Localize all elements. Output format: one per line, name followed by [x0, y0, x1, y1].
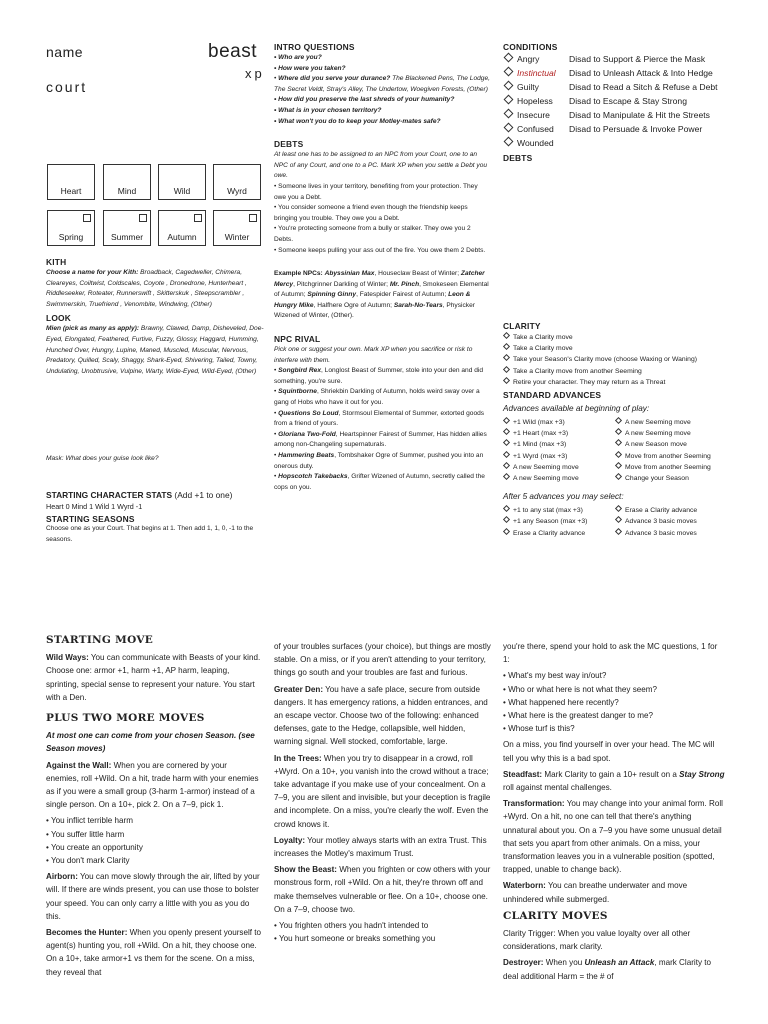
advance-item[interactable] [503, 451, 615, 462]
clarity-checkbox[interactable] [503, 354, 510, 361]
advance-item[interactable] [503, 428, 615, 439]
condition-effect: Disad to Escape & Stay Strong [569, 96, 687, 106]
clarity-item[interactable] [503, 366, 753, 377]
advance-item[interactable] [503, 528, 615, 539]
starting-stats-values: Heart 0 Mind 1 Wild 1 Wyrd -1 [46, 502, 143, 511]
npc-name: Spinning Ginny [307, 291, 357, 299]
debt-item: You consider someone a friend even though the friendship keeps bringing you trouble. They owe you a Debt. [274, 204, 468, 222]
stat-label: Wild [173, 186, 191, 196]
season-box-autumn[interactable] [158, 210, 206, 246]
condition-row[interactable] [503, 68, 753, 82]
rival-name: Questions So Loud [278, 409, 339, 417]
npc-name: Abyssinian Max [324, 270, 375, 278]
move-name: Destroyer: [503, 958, 544, 968]
move-name: Wild Ways: [46, 653, 89, 663]
debts-intro: At least one has to be assigned to an NPC from your Court, one to an NPC of any Court, and one to a PC. Mark XP when you settle a Debt you owe. [274, 151, 488, 180]
advance-text: Advance 3 basic moves [625, 529, 697, 537]
advance-checkbox[interactable] [503, 462, 510, 469]
stat-label: Heart [60, 186, 82, 196]
advance-item[interactable] [503, 505, 615, 516]
season-checkbox[interactable] [139, 214, 147, 222]
advance-item[interactable] [615, 428, 753, 439]
move-name: Steadfast: [503, 769, 543, 779]
move-name: Show the Beast: [274, 865, 337, 875]
move-name: Against the Wall: [46, 760, 112, 770]
condition-name: Insecure [517, 110, 550, 120]
advance-checkbox[interactable] [615, 462, 622, 469]
advance-text: +1 Mind (max +3) [513, 441, 567, 449]
move-option: • You inflict terrible harm [46, 814, 262, 827]
move-option: • What here is the greatest danger to me? [503, 709, 725, 722]
intro-question: What won't you do to keep your Motley-mates safe? [278, 117, 441, 125]
condition-row[interactable] [503, 96, 753, 110]
advance-text: +1 Wyrd (max +3) [513, 452, 568, 460]
move-text: , mark Clarity to deal additional Harm = the # of [503, 958, 711, 981]
condition-effect: Disad to Support & Pierce the Mask [569, 54, 706, 64]
advance-text: Advance 3 basic moves [625, 518, 697, 526]
starting-stats-note: (Add +1 to one) [174, 490, 233, 500]
advance-checkbox[interactable] [615, 451, 622, 458]
stat-box-wyrd[interactable] [213, 164, 261, 200]
move-name: In the Trees: [274, 753, 322, 763]
advance-checkbox[interactable] [503, 451, 510, 458]
condition-name: Guilty [517, 82, 539, 92]
clarity-text: Retire your character. They may return as a Threat [513, 378, 666, 386]
condition-effect: Disad to Read a Sitch & Refuse a Debt [569, 82, 718, 92]
advance-item[interactable] [615, 505, 753, 516]
starting-move-title: STARTING MOVE [46, 634, 154, 646]
move-option: • You frighten others you hadn't intended to [274, 919, 492, 932]
move-option: • You suffer little harm [46, 828, 262, 841]
condition-checkbox[interactable] [504, 81, 514, 91]
advance-checkbox[interactable] [615, 473, 622, 480]
condition-row[interactable] [503, 54, 753, 68]
move-name: Greater Den: [274, 684, 324, 694]
npc-desc: , Halfhere Ogre of Autumn; [313, 301, 394, 309]
advance-checkbox[interactable] [503, 528, 510, 535]
condition-name: Instinctual [517, 68, 556, 78]
advance-item[interactable] [615, 451, 753, 462]
condition-checkbox[interactable] [504, 109, 514, 119]
rival-desc: , Stormsoul Elemental of Summer, extorted goods from a friend of yours. [274, 409, 485, 428]
npc-name: Zatcher Mercy [274, 270, 485, 288]
move-text: You have a safe place, secure from outside dangers. It has emergency rations, a hidden entrances, and an escape vector. Choose two of the following: enhanced defenses, gate to the Hedge, collapsible, well hidden, warning signal. Well stocked, comfortable, large. [274, 684, 488, 747]
advance-item[interactable] [615, 439, 753, 450]
clarity-checkbox[interactable] [503, 343, 510, 350]
kith-prompt: Choose a name for your Kith: [46, 269, 141, 276]
condition-name: Angry [517, 54, 540, 64]
move-ref: Unleash an Attack [584, 958, 655, 968]
conditions-title: CONDITIONS [503, 42, 558, 52]
condition-effect: Disad to Manipulate & Hit the Streets [569, 110, 710, 120]
advance-item[interactable] [615, 462, 753, 473]
move-text: When you are cornered by your enemies, roll +Wild. On a hit, trade harm with your enemies as if you were a small group (3-harm 1-armor) instead of a single person. On a 10+, pick 2. On a 7–9, pick 1. [46, 760, 259, 810]
move-text: When you frighten or cow others with your monstrous form, roll +Wild. On a hit, they're thrown off and make themselves vulnerable or flee. On a 10+, choose one. On a 7–9, choose two. [274, 865, 491, 914]
condition-effect: Disad to Unleash Attack & Into Hedge [569, 68, 713, 78]
advance-text: Move from another Seeming [625, 463, 711, 471]
clarity-item[interactable] [503, 354, 753, 365]
advance-checkbox[interactable] [503, 473, 510, 480]
intro-question: Who are you? [278, 54, 322, 61]
advance-item[interactable] [503, 417, 615, 428]
condition-checkbox[interactable] [504, 67, 514, 77]
advances-after-title: After 5 advances you may select: [503, 492, 624, 502]
move-text: Your motley always starts with an extra Trust. This increases the Motley's maximum Trust. [274, 835, 487, 859]
rival-desc: , Tombshaker Ogre of Summer, pushed you into an onerous duty. [274, 452, 484, 470]
move-text: Mark Clarity to gain a 10+ result on a [542, 769, 680, 779]
intro-question: How did you preserve the last shreds of your humanity? [278, 96, 455, 104]
stat-box-heart[interactable] [47, 164, 95, 200]
move-option: • You create an opportunity [46, 841, 262, 854]
rival-desc: , Longlost Beast of Summer, stole into your den and did something, you're sure. [274, 367, 484, 385]
npc-desc: , Houseclaw Beast of Winter; [374, 270, 461, 278]
advance-item[interactable] [615, 417, 753, 428]
move-text: You may change into your animal form. Roll +Wyrd. On a hit, no one can tell that there's anything unnatural about you. On a 7–9 you have some unusual detail that sets you apart from other animals. On a miss, your transformation leaves you in a vulnerable position (spotted, trapped, unable to change back). [503, 799, 723, 875]
starting-seasons-text: Choose one as your Court. That begins at 1. Then add 1, 1, 0, -1 to the seasons. [46, 525, 254, 543]
advance-item[interactable] [503, 516, 615, 527]
move-text: You can move slowly through the air, lifted by your will. If there are winds present, you can use those to bolster your speed. You can only carry a little with you as you do this. [46, 872, 260, 921]
debt-item: Someone lives in your territory, benefiting from your protection. They owe you a Debt. [274, 182, 478, 201]
move-option: • Who or what here is not what they seem? [503, 683, 725, 696]
rival-desc: , Grifter Wizened of Autumn, secretly called the cops on you. [274, 473, 485, 491]
move-name: Loyalty: [274, 835, 306, 845]
advance-text: A new Seeming move [513, 463, 579, 471]
clarity-title: CLARITY [503, 321, 541, 331]
debts-title: DEBTS [274, 139, 304, 150]
condition-row[interactable] [503, 138, 753, 152]
move-name: Waterborn: [503, 881, 546, 891]
move-option: • Whose turf is this? [503, 722, 725, 735]
season-label: Autumn [167, 232, 197, 242]
look-options: Brawny, Clawed, Damp, Disheveled, Doe-Eyed, Elongated, Feathered, Furtive, Fuzzy, Glossy, Haggard, Humming, Hunched Over, Hungry, Lupine, Maned, Muscled, Muscular, Nervous, Predatory, Quilled, Scaly, Shaggy, Shark-Eyed, Shivering, Tailed, Towny, Undulating, Unobtrusive, Vulpine, Warty, Wide-Eyed, Wild-Eyed, (Other) [46, 325, 264, 375]
intro-question-options: The Blackened Pens, The Lodge, The Secret Veldt, Stray's Alley, The Undertow, Woegiven Forests, (Other) [274, 75, 490, 93]
example-npcs [274, 269, 490, 322]
move-text: When you openly present yourself to agent(s) hunting you, roll +Wild. On a hit, they choose one. On a 10+, take armor+1 vs them for the scene. On a miss, they reveal that [46, 928, 262, 977]
npc-desc: , Smokeseen Elemental of Autumn; [274, 280, 489, 299]
condition-checkbox[interactable] [504, 123, 514, 133]
starting-stats [46, 489, 268, 545]
rival-desc: , Shriekbin Darkling of Autumn, holds weird sway over a gang of Hobs who have it out for you. [274, 388, 480, 407]
rival-name: Gloriana Two-Fold [278, 430, 336, 438]
move-name: Transformation: [503, 799, 565, 809]
move-name: Becomes the Hunter: [46, 928, 128, 938]
clarity-text: Take a Clarity move [513, 345, 573, 353]
clarity-text: Take your Season's Clarity move (choose Waxing or Waning) [513, 356, 698, 364]
advance-checkbox[interactable] [615, 417, 622, 424]
move-text: You can breathe underwater and move unhindered while submerged. [503, 881, 688, 904]
advance-checkbox[interactable] [503, 516, 510, 523]
advance-text: +1 to any stat (max +3) [513, 507, 583, 515]
starting-seasons-title: STARTING SEASONS [46, 514, 135, 524]
intro-question: What is in your chosen territory? [278, 106, 382, 114]
advance-item[interactable] [615, 516, 753, 527]
advance-checkbox[interactable] [615, 516, 622, 523]
rival-title: NPC RIVAL [274, 334, 321, 345]
condition-row[interactable] [503, 82, 753, 96]
clarity-trigger: Clarity Trigger: When you value loyalty over all other considerations, mark clarity. [503, 929, 691, 952]
plus-two-note: At most one can come from your chosen Season. (see Season moves) [46, 731, 255, 754]
move-text: of your troubles surfaces (your choice), but things are mostly stable. On a miss, or if you aren't attending to your territory, things go south and your troubles are fast and furious. [274, 642, 491, 678]
advance-checkbox[interactable] [615, 428, 622, 435]
rival-intro: Pick one or suggest your own. Mark XP when you sacrifice or risk to interfere with them. [274, 346, 473, 364]
clarity-item[interactable] [503, 332, 753, 343]
intro-title: INTRO QUESTIONS [274, 42, 355, 52]
look-prompt: Mien (pick as many as apply): [46, 325, 141, 333]
npc-desc: , Pitchgrinner Darkling of Winter; [293, 280, 390, 288]
move-option: • What happened here recently? [503, 696, 725, 709]
condition-row[interactable] [503, 124, 753, 138]
condition-checkbox[interactable] [504, 95, 514, 105]
move-text: When you [543, 958, 585, 968]
condition-row[interactable] [503, 110, 753, 124]
advances-title: STANDARD ADVANCES [503, 390, 602, 401]
advance-text: Move from another Seeming [625, 452, 711, 460]
beast-title: beast [208, 41, 257, 62]
mask-prompt: Mask: What does your guise look like? [46, 455, 159, 462]
moves-column-1 [46, 634, 262, 982]
move-option: • You hurt someone or breaks something you [274, 932, 492, 945]
intro-column: INTRO QUESTIONS • Who are you? • How were you taken? • Where did you serve your durance? The Blackened Pens, The Lodge, The Secret Veldt, Stray's Alley, The Undertow, Woegiven Forests, (Other) • How did you preserve the last shreds of your humanity? • What is in your chosen territory? • What won't you do to keep your Motley-mates safe? DEBTS At least one has to be assigned to an NPC from your Court, one to an NPC of any Court, and one to a PC. Mark XP when you settle a Debt you owe. • Someone lives in your territory, benefiting from your protection. They owe you a Debt. • You consider someone a friend even though the friendship keeps bringing you trouble. They owe you a Debt. • You're protecting someone from a bully or stalker. They owe you 2 Debts. • Someone keeps pulling your ass out of the fire. You owe them 2 Debts. Example NPCs: Abyssinian Max, Houseclaw Beast of Winter; Zatcher Mercy, Pitchgrinner Darkling of Winter; Mr. Pinch, Smokeseen Elemental of Autumn; Spinning Ginny, Fatespider Fairest of Autumn; Leon & Hungry Mike, Halfhere Ogre of Autumn; Sarah-No-Tears, Physicker Wizened of Winter, (Other). NPC RIVAL Pick one or suggest your own. Mark XP when you sacrifice or risk to interfere with them. • Songbird Rex, Longlost Beast of Summer, stole into your den and did something, you're sure. • Squintborne, Shriekbin Darkling of Autumn, holds weird sway over a gang of Hobs who have it out for you. • Questions So Loud, Stormsoul Elemental of Summer, extorted goods from a friend of yours. • Gloriana Two-Fold, Heartspinner Fairest of Summer, Has hidden allies among non-Changeling supernaturals. • Hammering Beats, Tombshaker Ogre of Summer, pushed you into an onerous duty. • Hopscotch Takebacks, Grifter Wizened of Autumn, secretly called the cops on you. [274, 42, 490, 491]
season-checkbox[interactable] [194, 214, 202, 222]
move-option: • What's my best way in/out? [503, 669, 725, 682]
season-label: Winter [224, 232, 250, 242]
advance-text: Erase a Clarity advance [513, 529, 586, 537]
season-box-summer[interactable] [103, 210, 151, 246]
intro-question: How were you taken? [278, 64, 346, 72]
move-text: you're there, spend your hold to ask the MC questions, 1 for 1: [503, 642, 718, 665]
advance-item[interactable] [615, 528, 753, 539]
clarity-checkbox[interactable] [503, 332, 510, 339]
npc-desc: , Physicker Wizened of Winter, (Other). [274, 301, 475, 320]
advance-item[interactable] [503, 462, 615, 473]
advance-text: +1 Heart (max +3) [513, 430, 569, 438]
clarity-section [503, 321, 753, 539]
plus-two-moves-title: PLUS TWO MORE MOVES [46, 712, 205, 725]
advance-checkbox[interactable] [503, 505, 510, 512]
move-text: When you try to disappear in a crowd, roll +Wyrd. On a 10+, you vanish into the crowd without a trace; take advantage if you make use of your concealment. On a 7–9, you are silent and invisible, but your deception is fragile and incomplete. On a miss, you're clearly the wolf. Even the crowd knows it. [274, 753, 491, 829]
rival-name: Hopscotch Takebacks [278, 473, 348, 481]
stat-label: Mind [117, 186, 137, 196]
clarity-item[interactable] [503, 377, 753, 388]
condition-checkbox[interactable] [504, 53, 514, 63]
season-checkbox[interactable] [249, 214, 257, 222]
advance-text: A new Season move [625, 441, 687, 449]
stat-label: Wyrd [227, 186, 247, 196]
rival-desc: , Heartspinner Fairest of Summer, Has hidden allies among non-Changeling supernaturals. [274, 430, 487, 449]
condition-name: Wounded [517, 138, 554, 148]
conditions-debts-title: DEBTS [503, 153, 533, 163]
season-label: Spring [58, 232, 84, 242]
court-label: court [46, 79, 88, 95]
stat-box-wild[interactable] [158, 164, 206, 200]
advance-item[interactable] [615, 473, 753, 484]
kith-options: Broadback, Cagedweller, Chimera, Cleareyes, Coiltwist, Coldscales, Coyote , Dronedrone, Hunterheart , Riddleseeker, Roteater, Runnerswift , Skitterskuk , Steepscrambler , Swimmerskin, Truefriend , Venombite, Windwing, (Other) [46, 269, 247, 308]
npc-name: Mr. Pinch [389, 280, 420, 288]
clarity-text: Take a Clarity move [513, 334, 573, 341]
advance-text: A new Seeming move [513, 475, 579, 483]
rival-name: Squintborne [278, 388, 317, 396]
look-title: LOOK [46, 313, 71, 324]
season-label: Summer [110, 232, 144, 242]
move-text: You can communicate with Beasts of your kind. Choose one: armor +1, harm +1, AP harm, leaping, sprinting, special sense to represent your nature. You start with a Den. [46, 653, 261, 702]
season-box-winter[interactable] [213, 210, 261, 246]
advance-checkbox[interactable] [503, 428, 510, 435]
move-text: On a miss, you find yourself in over your head. The MC will tell you why this is a bad spot. [503, 740, 715, 763]
stat-box-mind[interactable] [103, 164, 151, 200]
example-npcs-label: Example NPCs: [274, 270, 325, 278]
xp-label: xp [245, 66, 265, 81]
move-text: roll against mental challenges. [503, 783, 612, 793]
advance-checkbox[interactable] [503, 439, 510, 446]
advance-text: Change your Season [625, 475, 689, 483]
clarity-moves-title: CLARITY MOVES [503, 909, 608, 922]
clarity-checkbox[interactable] [503, 377, 510, 384]
advance-checkbox[interactable] [615, 505, 622, 512]
intro-question: Where did you serve your durance? [278, 75, 391, 83]
conditions-section [503, 42, 753, 163]
debt-item: Someone keeps pulling your ass out of the fire. You owe them 2 Debts. [278, 246, 486, 254]
moves-column-3 [503, 640, 725, 986]
condition-name: Hopeless [517, 96, 553, 106]
season-checkbox[interactable] [83, 214, 91, 222]
season-box-spring[interactable] [47, 210, 95, 246]
name-label: name [46, 44, 84, 60]
rival-name: Songbird Rex [278, 367, 322, 375]
moves-column-2 [274, 640, 492, 948]
clarity-text: Take a Clarity move from another Seeming [513, 367, 642, 375]
move-name: Airborn: [46, 872, 78, 882]
advance-checkbox[interactable] [503, 417, 510, 424]
advance-checkbox[interactable] [615, 439, 622, 446]
advances-subtitle: Advances available at beginning of play: [503, 404, 650, 414]
npc-desc: , Fatespider Fairest of Autumn; [356, 291, 449, 299]
npc-name: Sarah-No-Tears [393, 301, 443, 309]
advance-item[interactable] [503, 473, 615, 484]
advance-checkbox[interactable] [615, 528, 622, 535]
condition-effect: Disad to Persuade & Invoke Power [569, 124, 703, 134]
condition-checkbox[interactable] [504, 137, 514, 147]
move-ref: Stay Strong [679, 769, 725, 779]
condition-name: Confused [517, 124, 554, 134]
advance-text: A new Seeming move [625, 430, 691, 438]
advance-text: +1 any Season (max +3) [513, 518, 588, 526]
advance-text: +1 Wild (max +3) [513, 419, 565, 427]
rival-name: Hammering Beats [278, 452, 335, 459]
kith-section [46, 257, 268, 377]
clarity-item[interactable] [503, 343, 753, 354]
kith-title: KITH [46, 257, 67, 267]
starting-stats-title: STARTING CHARACTER STATS [46, 490, 173, 500]
advance-text: A new Seeming move [625, 419, 691, 427]
advance-text: Erase a Clarity advance [625, 507, 698, 515]
advance-item[interactable] [503, 439, 615, 450]
clarity-checkbox[interactable] [503, 366, 510, 373]
move-option: • You don't mark Clarity [46, 854, 262, 867]
debt-item: You're protecting someone from a bully or stalker. They owe you 2 Debts. [274, 225, 471, 243]
npc-name: Leon & Hungry Mike [274, 291, 471, 309]
